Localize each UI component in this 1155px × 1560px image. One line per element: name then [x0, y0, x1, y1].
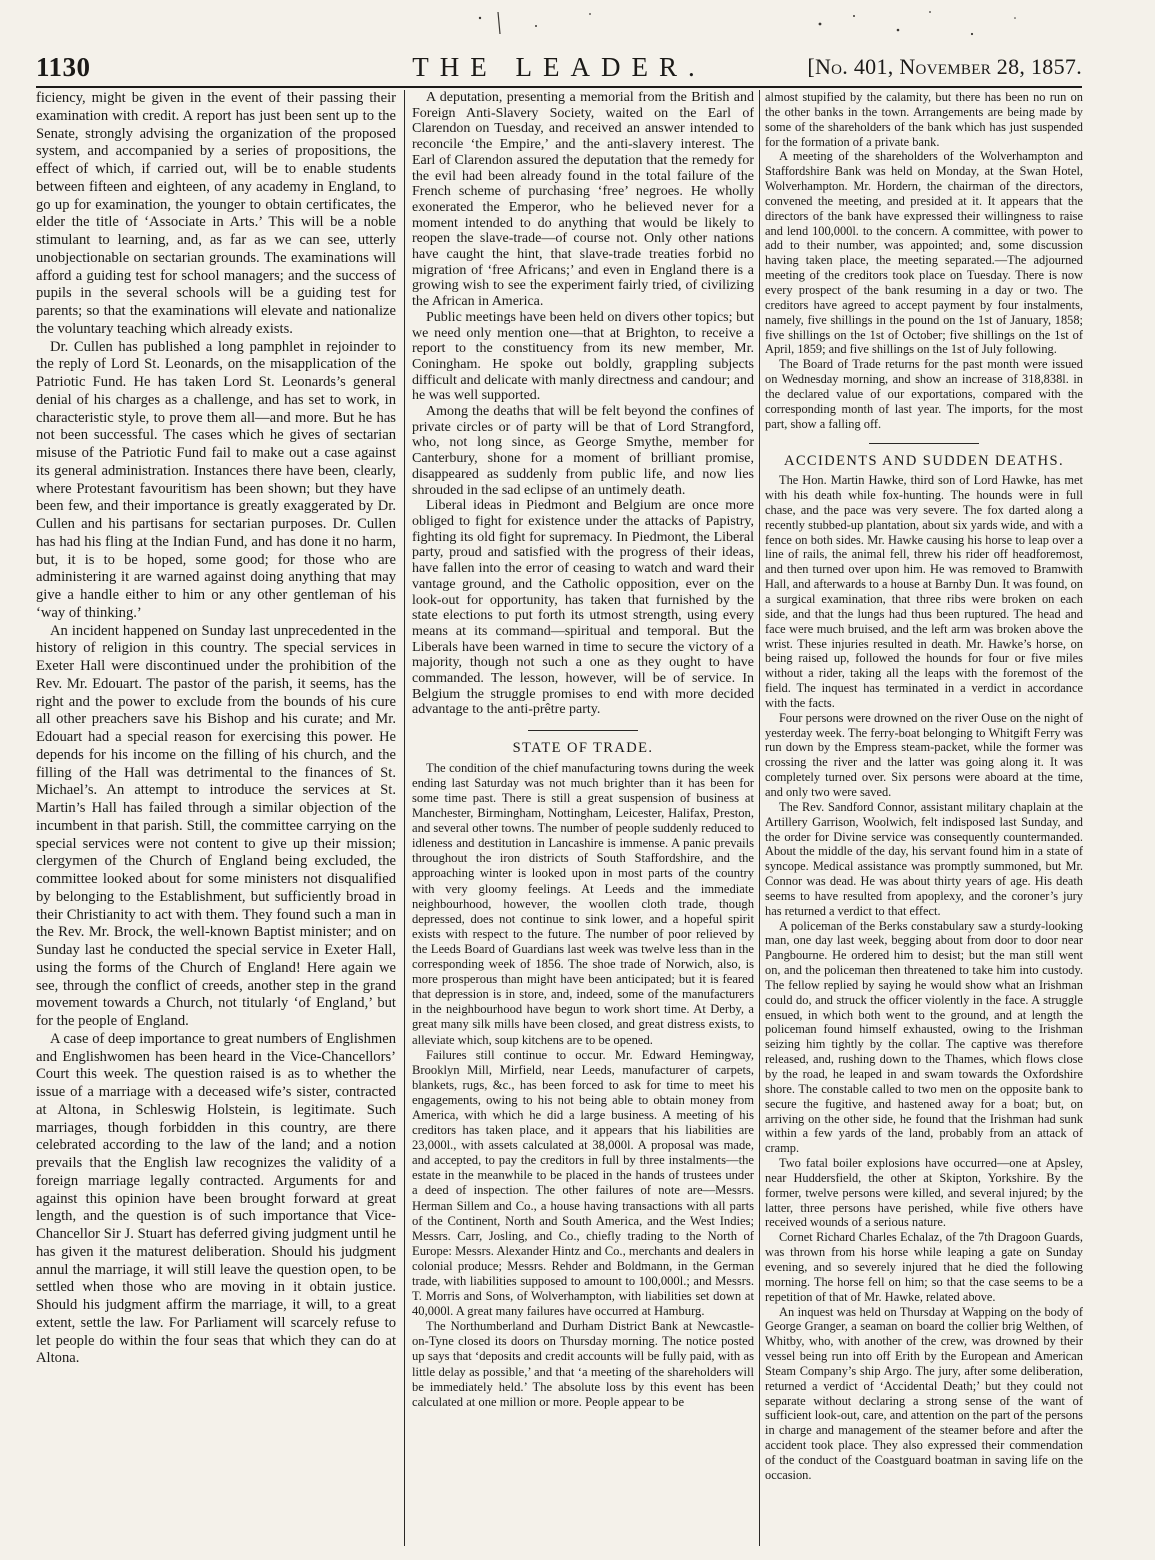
- section-divider: [869, 443, 979, 444]
- column-3: [765, 90, 1083, 1546]
- ink-specks-right: [810, 4, 1040, 44]
- article-paragraph: An inquest was held on Thursday at Wapping on the body of George Granger, a seaman on board the collier brig Welthen, of Whitby, who, with another of the crew, was drowned by their vessel being run into off Erith by the European and American Steam Company’s ship Argo. The jury, after some deliberation, returned a verdict of ‘Accidental Death;’ but they could not separate without declaring a strong sense of the want of sufficient look-out, care, and attention on the part of the persons in charge and management of the steamer before and after the accident took place. They also expressed their commendation of the conduct of the Coastguard boatman in saving life on the occasion.: [765, 1304, 1083, 1482]
- article-paragraph: A deputation, presenting a memorial from the British and Foreign Anti-Slavery Society, waited on the Earl of Clarendon on Tuesday, and received an answer intended to reconcile ‘the Empire,’ and the anti-slavery interest. The Earl of Clarendon assured the deputation that the remedy for the evil had been already found in the total failure of the French scheme of purchasing ‘free’ negroes. He wholly exonerated the Emperor, who he believed never for a moment intended to do anything that would be likely to reopen the slave-trade—of course not. Only other nations have caught the hint, that slave-trade treaties forbid no migration of ‘free Africans;’ and even in England there is a growing wish to see the experiment fairly tried, of civilizing the African in America.: [412, 90, 754, 310]
- article-paragraph: Failures still continue to occur. Mr. Edward Hemingway, Brooklyn Mill, Mirfield, near Leeds, manufacturer of carpets, blankets, rugs, &c., has been forced to ask for time to meet his engagements, owing to his not being able to obtain money from America, with which he did a large business. A meeting of his creditors has taken place, and it appears that his liabilities are 23,000l., with assets calculated at 38,000l. A proposal was made, and accepted, to pay the creditors in full by three instalments—the estate in the meanwhile to be placed in the hands of trustees under a deed of inspection. The other failures of note are—Messrs. Herman Sillem and Co., a house having transactions with all parts of the Continent, North and South America, and the West Indies; Messrs. Carr, Josling, and Co., chiefly trading to the North of Europe: Messrs. Alexander Hintz and Co., merchants and dealers in colonial produce; Messrs. Rehder and Boldmann, in the German trade, with liabilities supposed to amount to 100,000l.; and Messrs. T. Morris and Sons, of Wolverhampton, with liabilities set down at 40,000l. A great many failures have occurred at Hamburg.: [412, 1047, 754, 1319]
- masthead: [36, 52, 1082, 88]
- newspaper-title: THE LEADER.: [412, 52, 706, 82]
- ink-specks-left: [440, 4, 670, 44]
- article-paragraph: ficiency, might be given in the event of their passing their examination with credit. A report has just been sent up to the Senate, strongly advising the organization of the proposed system, and accompanied by a series of propositions, the effect of which, if carried out, will be to enable students between fifteen and eighteen, of any academy in England, to go up for examination, the younger to obtain certificates, the elder the title of ‘Associate in Arts.’ This will be a noble stimulant to learning, and, as far as we can see, utterly unobjectionable on sectarian grounds. The examinations will afford a guiding test for school managers; and the success of pupils in the several schools will be a guiding test for parents; so that the examinations will elevate and nationalize the voluntary teaching which already exists.: [36, 90, 396, 337]
- article-paragraph: almost stupified by the calamity, but there has been no run on the other banks in the town. Arrangements are being made by some of the shareholders of the bank which has just suspended for the formation of a private bank.: [765, 90, 1083, 149]
- column-rule-2: [759, 90, 760, 1546]
- article-paragraph: Four persons were drowned on the river Ouse on the night of yesterday week. The ferry-boat belonging to Whitgift Ferry was run down by the Empress steam-packet, while the former was crossing the river and the latter was going along it. It was completely turned over. Six persons were aboard at the time, and only two were saved.: [765, 710, 1083, 799]
- article-paragraph: Liberal ideas in Piedmont and Belgium are once more obliged to fight for existence under the attacks of Papistry, fighting its old fight for supremacy. In Piedmont, the Liberal party, proud and satisfied with the progress of their ideas, have fallen into the error of ceasing to watch and ward their vantage ground, and the Catholic opposition, ever on the look-out for opportunity, has taken that furnished by the state elections to put forth its utmost strength, using every means at its command—spiritual and temporal. But the Liberals have been warned in time to secure the victory of a majority, though not such a one as they ought to have commanded. The lesson, however, will be of service. In Belgium the struggle promises to end with more decided advantage to the anti-prêtre party.: [412, 498, 754, 718]
- article-paragraph: The condition of the chief manufacturing towns during the week ending last Saturday was not much brighter than it has been for some time past. There is still a great suspension of business at Manchester, Birmingham, Nottingham, Leicester, Halifax, Preston, and several other towns. The number of people suddenly reduced to idleness and destitution in Lancashire is immense. A panic prevails throughout the iron districts of South Staffordshire, and the approaching winter is looked upon in most parts of the country with very gloomy feelings. At Leeds and the immediate neighbourhood, however, the woollen cloth trade, though depressed, does not continue to sink lower, and a hopeful spirit exists with respect to the future. The number of poor relieved by the Leeds Board of Guardians last week was twelve less than in the corresponding week of 1856. The shoe trade of Norwich, also, is more prosperous than might have been anticipated; but it is feared that depression is in store, and, indeed, some of the manufacturers in the neighbourhood have begun to work short time. At Derby, a great many silk mills have been closed, and great distress exists, to alleviate which, soup kitchens are to be opened.: [412, 760, 754, 1047]
- column-1: [36, 90, 396, 1546]
- section-divider: [528, 730, 638, 731]
- section-heading-accidents: ACCIDENTS AND SUDDEN DEATHS.: [783, 453, 1065, 470]
- article-paragraph: A meeting of the shareholders of the Wolverhampton and Staffordshire Bank was held on Monday, at the Swan Hotel, Wolverhampton. Mr. Hordern, the chairman of the directors, convened the meeting, and presided at it. It appears that the directors of the bank have expressed their willingness to raise and lend 100,000l. to the concern. A committee, with power to add to their number, was appointed; and, some discussion having taken place, the meeting separated.—The adjourned meeting of the creditors took place on Tuesday. There is now every prospect of the bank resuming in a day or two. The creditors have agreed to accept payment by four instalments, namely, five shillings in the pound on the 1st of January, 1858; five shillings on the 1st of October; five shillings on the 1st of April, 1859; and five shillings on the 1st of July following.: [765, 149, 1083, 357]
- article-paragraph: A case of deep importance to great numbers of Englishmen and Englishwomen has been heard in the Vice-Chancellors’ Court this week. The question raised is as to whether the issue of a marriage with a deceased wife’s sister, contracted at Altona, in Schleswig Holstein, is legitimate. Such marriages, though forbidden in this country, are there celebrated according to the law of the land; and a notion prevails that the English law recognizes the validity of a foreign marriage legally contracted. Arguments for and against this opinion have been brought forward at great length, and the question is of such importance that Vice-Chancellor Sir J. Stuart has deferred giving judgment until he has given it the maturest deliberation. Should his judgment annul the marriage, it will still leave the question open, to be settled when those who are moving in it obtain justice. Should his judgment affirm the marriage, it will, to a great extent, settle the law. For Parliament will scarcely refuse to let people do within the four seas that which they can do at Altona.: [36, 1030, 396, 1367]
- article-paragraph: A policeman of the Berks constabulary saw a sturdy-looking man, one day last week, begging about from door to door near Pangbourne. He ordered him to desist; but the man still went on, and the policeman then threatened to take him into custody. The fellow replied by saying he would show what an Irishman could do, and struck the officer violently in the face. A struggle ensued, in which both went to the ground, and at length the policeman found himself exhausted, owing to the Irishman seizing him tightly by the collar. The captive was therefore released, and, rushing down to the Thames, which flows close by the road, he leaped in and swam towards the Oxfordshire shore. The constable called to two men on the opposite bank to secure the fugitive, and hastened away for a boat; but, on arriving on the other side, he found that the Irishman had sunk within a few yards of the land, probably from an attack of cramp.: [765, 918, 1083, 1156]
- article-paragraph: Two fatal boiler explosions have occurred—one at Apsley, near Huddersfield, the other at Skipton, Yorkshire. By the former, twelve persons were killed, and several injured; by the latter, three persons have perished, while five others have received wounds of a serious nature.: [765, 1156, 1083, 1230]
- page-number: 1130: [36, 52, 91, 82]
- article-paragraph: The Board of Trade returns for the past month were issued on Wednesday morning, and show an increase of 318,838l. in the declared value of our exportations, compared with the corresponding month of last year. The imports, for the most part, show a falling off.: [765, 357, 1083, 431]
- issue-date: [No. 401, November 28, 1857.: [807, 54, 1082, 79]
- column-2: [412, 90, 754, 1546]
- article-paragraph: Cornet Richard Charles Echalaz, of the 7th Dragoon Guards, was thrown from his horse while leaping a gate on Sunday evening, and so severely injured that he died the following morning. The horse fell on him; so that the case seems to be a repetition of that of Mr. Hawke, related above.: [765, 1230, 1083, 1304]
- section-heading-trade: STATE OF TRADE.: [512, 740, 654, 757]
- article-paragraph: The Rev. Sandford Connor, assistant military chaplain at the Artillery Garrison, Woolwich, felt indisposed last Sunday, and the order for Divine service was consequently countermanded. About the middle of the day, his servant found him in a state of syncope. Medical assistance was promptly summoned, but Mr. Connor was dead. He was about thirty years of age. His death seems to have resulted from apoplexy, and the coroner’s jury has returned a verdict to that effect.: [765, 799, 1083, 918]
- article-paragraph: Dr. Cullen has published a long pamphlet in rejoinder to the reply of Lord St. Leonards, on the misapplication of the Patriotic Fund. He has taken Lord St. Leonards’s general denial of his charges as a challenge, and has set to work, in characteristic style, to prove them all—and more. But he has not been successful. The cases which he gives of sectarian misuse of the Patriotic Fund fail to make out a case against its general administration. Instances there have been, clearly, where Protestant favouritism has been shown; but they have been few, and their importance is greatly exaggerated by Dr. Cullen and his partisans for sectarian purposes. Dr. Cullen has had his fling at the Indian Fund, and has done it no harm, but, it is to be hoped, some good; for those who are administering it are warned against doing anything that may give a handle either to him or any other gentleman of his ‘way of thinking.’: [36, 338, 396, 621]
- article-paragraph: The Northumberland and Durham District Bank at Newcastle-on-Tyne closed its doors on Thursday morning. The notice posted up says that ‘deposits and credit accounts will be fully paid, with as little delay as possible,’ and that ‘a meeting of the shareholders will be immediately held.’ The absolute loss by this event has been calculated at one million or more. People appear to be: [412, 1319, 754, 1409]
- article-paragraph: Public meetings have been held on divers other topics; but we need only mention one—that at Brighton, to receive a report to the constituency from its new member, Mr. Coningham. He spoke out boldly, grappling subjects difficult and delicate with manly directness and candour; and he was well supported.: [412, 309, 754, 404]
- article-paragraph: The Hon. Martin Hawke, third son of Lord Hawke, has met with his death while fox-hunting. The hounds were in full chase, and the pace was very severe. The fox darted along a recently stubbed-up plantation, about six yards wide, and with a fence on both sides. Mr. Hawke causing his horse to leap over a line of rails, the animal fell, threw his rider off headforemost, and then turned over upon him. He was removed to Bramwith Hall, and afterwards to a house at Barnby Dun. It was found, on a surgical examination, that three ribs were broken on each side, and that the lungs had thus been ruptured. The head and face were much bruised, and the left arm was broken above the wrist. These injuries resulted in death. Mr. Hawke’s horse, on being raised up, followed the hounds for four or five miles without a rider, taking all the leaps with the foremost of the field. The inquest has terminated in a verdict in accordance with the facts.: [765, 473, 1083, 710]
- article-paragraph: Among the deaths that will be felt beyond the confines of private circles or of party will be that of Lord Strangford, who, not long since, as George Smythe, member for Canterbury, shone for a moment of brilliant promise, disappeared as suddenly from public life, and now lies shrouded in the sad eclipse of an untimely death.: [412, 404, 754, 498]
- column-rule-1: [404, 90, 405, 1546]
- article-paragraph: An incident happened on Sunday last unprecedented in the history of religion in this country. The special services in Exeter Hall were discontinued under the prohibition of the Rev. Mr. Edouart. The pastor of the parish, it seems, has the right and the power to exclude from the bounds of his cure all other preachers save his Bishop and his curate; and Mr. Edouart had a special reason for exercising this power. He depends for his income on the filling of his church, and the filling of the Hall was detrimental to the finances of St. Michael’s. An attempt to introduce the services at St. Martin’s Hall has failed through a similar objection of the incumbent in that parish. Still, the committee carrying on the special services were not content to give up their mission; clergymen of the Church of England being excluded, the committee looked about for some ministers not disqualified by belonging to the Establishment, but sufficiently broad in their Christianity to act with them. They found such a man in the Rev. Mr. Brock, the well-known Baptist minister; and on Sunday last he conducted the special service in Exeter Hall, using the forms of the Church of England! Here again we see, through the conflict of creeds, another step in the grand movement towards a Church, not titularly ‘of England,’ but for the people of England.: [36, 622, 396, 1029]
